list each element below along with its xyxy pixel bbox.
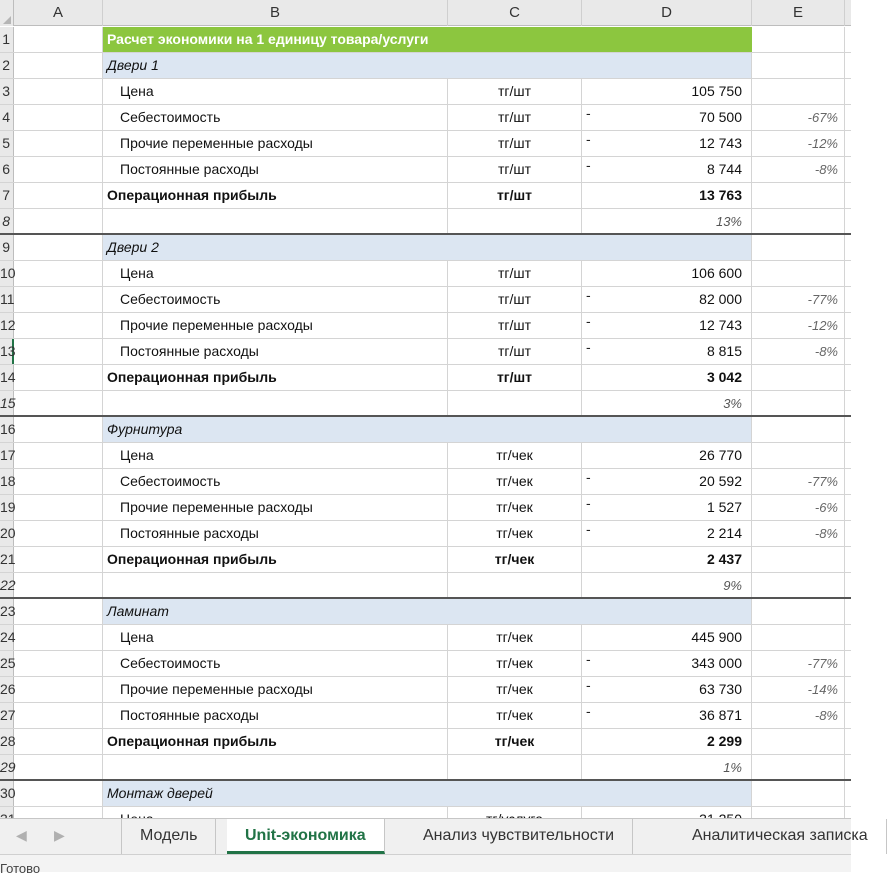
minus-sign: - <box>586 339 591 355</box>
cell-f[interactable] <box>845 729 851 754</box>
row-header[interactable]: 22 <box>0 573 14 597</box>
sheet-row <box>0 677 851 703</box>
cell-unit[interactable] <box>448 417 582 442</box>
cell-a[interactable] <box>14 521 103 546</box>
cell-value[interactable]: 3% <box>582 391 752 415</box>
sheet-row <box>0 209 851 235</box>
cell-f[interactable] <box>845 417 851 442</box>
cell-unit[interactable] <box>448 27 582 52</box>
cell-unit[interactable]: тг/шт <box>448 261 582 286</box>
cell-value[interactable]: 1% <box>582 755 752 779</box>
cell-label[interactable]: Себестоимость <box>103 287 448 312</box>
cell-f[interactable] <box>845 495 851 520</box>
cell-value[interactable]: 20 592 <box>582 469 752 494</box>
minus-sign: - <box>586 287 591 303</box>
status-text: Готово <box>0 861 41 876</box>
cell-f[interactable] <box>845 677 851 702</box>
cell-label[interactable]: Монтаж дверей <box>103 781 448 806</box>
cell-unit[interactable]: тг/чек <box>448 703 582 728</box>
cell-value[interactable] <box>582 235 752 260</box>
cell-share[interactable]: -8% <box>752 703 845 728</box>
cell-value[interactable]: 70 500 <box>582 105 752 130</box>
sheet-row <box>0 495 851 521</box>
cell-value[interactable]: 82 000 <box>582 287 752 312</box>
row-header[interactable]: 21 <box>0 547 14 572</box>
sheet-row <box>0 79 851 105</box>
column-header-c[interactable]: C <box>448 0 582 26</box>
cell-share[interactable]: -6% <box>752 495 845 520</box>
cell-label[interactable]: Операционная прибыль <box>103 365 448 390</box>
cell-share[interactable] <box>752 729 845 754</box>
cell-value[interactable]: 445 900 <box>582 625 752 650</box>
cell-share[interactable] <box>752 235 845 260</box>
row-header[interactable]: 15 <box>0 391 14 415</box>
sheet-row <box>0 729 851 755</box>
cell-f[interactable] <box>845 313 851 338</box>
cell-f[interactable] <box>845 625 851 650</box>
cell-unit[interactable]: тг/чек <box>448 495 582 520</box>
cell-f[interactable] <box>845 79 851 104</box>
cell-share[interactable] <box>752 755 845 779</box>
cell-share[interactable] <box>752 781 845 806</box>
cell-unit[interactable]: тг/шт <box>448 157 582 182</box>
cell-share[interactable]: -77% <box>752 287 845 312</box>
cell-a[interactable] <box>14 339 103 364</box>
cell-a[interactable] <box>14 27 103 52</box>
cell-share[interactable] <box>752 261 845 286</box>
cell-f[interactable] <box>845 391 851 415</box>
cell-a[interactable] <box>14 209 103 233</box>
sheet-tab-bar <box>0 818 868 854</box>
sheet-row <box>0 573 851 599</box>
cell-value[interactable]: 3 042 <box>582 365 752 390</box>
cell-f[interactable] <box>845 53 851 78</box>
sheet-row <box>0 391 851 417</box>
tab-scroll-right-icon[interactable]: ▶ <box>54 827 65 843</box>
row-header[interactable]: 18 <box>0 469 14 494</box>
cell-label[interactable]: Прочие переменные расходы <box>103 495 448 520</box>
cell-a[interactable] <box>14 625 103 650</box>
tab-model[interactable]: Модель <box>121 819 216 854</box>
cell-label[interactable]: Постоянные расходы <box>103 703 448 728</box>
cell-value[interactable]: 13% <box>582 209 752 233</box>
sheet-row <box>0 339 851 365</box>
cell-f[interactable] <box>845 443 851 468</box>
cell-unit[interactable]: тг/шт <box>448 183 582 208</box>
sheet-row <box>0 53 851 79</box>
cell-label[interactable]: Прочие переменные расходы <box>103 131 448 156</box>
cell-label[interactable] <box>103 391 448 415</box>
minus-sign: - <box>586 651 591 667</box>
cell-label[interactable] <box>103 573 448 597</box>
cell-label[interactable]: Операционная прибыль <box>103 547 448 572</box>
cell-label[interactable]: Операционная прибыль <box>103 729 448 754</box>
cell-a[interactable] <box>14 157 103 182</box>
cell-value[interactable]: 105 750 <box>582 79 752 104</box>
cell-label[interactable]: Себестоимость <box>103 651 448 676</box>
cell-label[interactable]: Двери 2 <box>103 235 448 260</box>
row-header[interactable]: 17 <box>0 443 14 468</box>
row-header[interactable]: 11 <box>0 287 14 312</box>
sheet-row <box>0 27 851 53</box>
cell-unit[interactable] <box>448 573 582 597</box>
cell-f[interactable] <box>845 365 851 390</box>
sheet-row <box>0 235 851 261</box>
tab-analytical-note[interactable]: Аналитическая записка <box>674 819 887 854</box>
cell-value[interactable]: 26 770 <box>582 443 752 468</box>
cell-unit[interactable]: тг/шт <box>448 131 582 156</box>
sheet-row <box>0 521 851 547</box>
cell-a[interactable] <box>14 547 103 572</box>
minus-sign: - <box>586 703 591 719</box>
cell-label[interactable]: Постоянные расходы <box>103 521 448 546</box>
cell-value[interactable] <box>582 417 752 442</box>
minus-sign: - <box>586 521 591 537</box>
sheet-row <box>0 781 851 807</box>
cell-f[interactable] <box>845 599 851 624</box>
cell-value[interactable]: 63 730 <box>582 677 752 702</box>
cell-a[interactable] <box>14 755 103 779</box>
cell-share[interactable]: -67% <box>752 105 845 130</box>
sheet-row <box>0 443 851 469</box>
cell-value[interactable] <box>582 53 752 78</box>
minus-sign: - <box>586 313 591 329</box>
cell-share[interactable] <box>752 79 845 104</box>
cell-share[interactable]: -12% <box>752 313 845 338</box>
sheet-row <box>0 157 851 183</box>
cell-a[interactable] <box>14 79 103 104</box>
cell-unit[interactable] <box>448 391 582 415</box>
minus-sign: - <box>586 157 591 173</box>
cell-share[interactable]: -8% <box>752 157 845 182</box>
cell-label[interactable]: Цена <box>103 261 448 286</box>
cell-share[interactable] <box>752 573 845 597</box>
cell-f[interactable] <box>845 157 851 182</box>
cell-unit[interactable] <box>448 599 582 624</box>
sheet-row <box>0 599 851 625</box>
column-header-a[interactable]: A <box>14 0 103 26</box>
cell-a[interactable] <box>14 287 103 312</box>
column-header-e[interactable]: E <box>752 0 845 26</box>
cell-f[interactable] <box>845 703 851 728</box>
cell-label[interactable]: Цена <box>103 625 448 650</box>
cell-share[interactable] <box>752 417 845 442</box>
cell-unit[interactable]: тг/шт <box>448 365 582 390</box>
cell-value[interactable]: 106 600 <box>582 261 752 286</box>
minus-sign: - <box>586 495 591 511</box>
row-header[interactable]: 13 <box>0 339 14 364</box>
select-all-corner[interactable] <box>0 0 14 26</box>
cell-value[interactable]: 2 299 <box>582 729 752 754</box>
sheet-row <box>0 287 851 313</box>
cell-value[interactable]: 1 527 <box>582 495 752 520</box>
cell-value[interactable] <box>582 599 752 624</box>
cell-a[interactable] <box>14 677 103 702</box>
row-header[interactable]: 14 <box>0 365 14 390</box>
column-header-b[interactable]: B <box>103 0 448 26</box>
status-bar <box>0 854 851 876</box>
cell-value[interactable]: 9% <box>582 573 752 597</box>
cell-unit[interactable]: тг/шт <box>448 105 582 130</box>
minus-sign: - <box>586 131 591 147</box>
row-header[interactable]: 2 <box>0 53 14 78</box>
cell-value[interactable] <box>582 27 752 52</box>
cell-unit[interactable]: тг/шт <box>448 287 582 312</box>
cell-unit[interactable]: тг/чек <box>448 651 582 676</box>
cell-a[interactable] <box>14 599 103 624</box>
cell-unit[interactable]: тг/чек <box>448 443 582 468</box>
cell-f[interactable] <box>845 755 851 779</box>
cell-label[interactable] <box>103 209 448 233</box>
row-header[interactable]: 3 <box>0 79 14 104</box>
row-header[interactable]: 23 <box>0 599 14 624</box>
sheet-row <box>0 261 851 287</box>
sheet-row <box>0 417 851 443</box>
row-header[interactable]: 7 <box>0 183 14 208</box>
sheet-row <box>0 183 851 209</box>
cell-a[interactable] <box>14 417 103 442</box>
cell-unit[interactable]: тг/чек <box>448 677 582 702</box>
cell-value[interactable]: 13 763 <box>582 183 752 208</box>
row-header[interactable]: 5 <box>0 131 14 156</box>
cell-label[interactable]: Фурнитура <box>103 417 448 442</box>
tab-scroll-left-icon[interactable]: ◀ <box>16 827 27 843</box>
minus-sign: - <box>586 105 591 121</box>
cell-value[interactable]: 36 871 <box>582 703 752 728</box>
cell-label[interactable]: Двери 1 <box>103 53 448 78</box>
cell-a[interactable] <box>14 183 103 208</box>
cell-f[interactable] <box>845 469 851 494</box>
cell-unit[interactable] <box>448 235 582 260</box>
cell-f[interactable] <box>845 521 851 546</box>
row-header[interactable]: 10 <box>0 261 14 286</box>
cell-a[interactable] <box>14 703 103 728</box>
cell-value[interactable]: 8 744 <box>582 157 752 182</box>
row-header[interactable]: 26 <box>0 677 14 702</box>
row-header[interactable]: 27 <box>0 703 14 728</box>
cell-unit[interactable]: тг/чек <box>448 469 582 494</box>
cell-a[interactable] <box>14 495 103 520</box>
cell-a[interactable] <box>14 443 103 468</box>
cell-unit[interactable]: тг/чек <box>448 729 582 754</box>
row-header[interactable]: 4 <box>0 105 14 130</box>
sheet-row <box>0 469 851 495</box>
cell-a[interactable] <box>14 729 103 754</box>
sheet-row <box>0 755 851 781</box>
cell-unit[interactable] <box>448 209 582 233</box>
minus-sign: - <box>586 469 591 485</box>
cell-value[interactable]: 343 000 <box>582 651 752 676</box>
cell-f[interactable] <box>845 651 851 676</box>
cell-f[interactable] <box>845 209 851 233</box>
cell-share[interactable]: -77% <box>752 469 845 494</box>
cell-a[interactable] <box>14 235 103 260</box>
cell-share[interactable] <box>752 209 845 233</box>
tab-sensitivity-analysis[interactable]: Анализ чувствительности <box>405 819 633 854</box>
row-header[interactable]: 16 <box>0 417 14 442</box>
cell-label[interactable] <box>103 755 448 779</box>
cell-unit[interactable]: тг/шт <box>448 79 582 104</box>
cell-label[interactable]: Постоянные расходы <box>103 339 448 364</box>
cell-a[interactable] <box>14 261 103 286</box>
cell-share[interactable]: -77% <box>752 651 845 676</box>
cell-unit[interactable]: тг/шт <box>448 339 582 364</box>
cell-f[interactable] <box>845 573 851 597</box>
sheet-row <box>0 547 851 573</box>
cell-share[interactable] <box>752 53 845 78</box>
row-header[interactable]: 6 <box>0 157 14 182</box>
row-header[interactable]: 12 <box>0 313 14 338</box>
cell-share[interactable]: -14% <box>752 677 845 702</box>
sheet-row <box>0 105 851 131</box>
cell-share[interactable] <box>752 443 845 468</box>
cell-label[interactable]: Ламинат <box>103 599 448 624</box>
cell-f[interactable] <box>845 131 851 156</box>
row-header[interactable]: 8 <box>0 209 14 233</box>
cell-share[interactable] <box>752 365 845 390</box>
cell-f[interactable] <box>845 781 851 806</box>
cell-unit[interactable] <box>448 755 582 779</box>
cell-share[interactable] <box>752 547 845 572</box>
cell-share[interactable] <box>752 391 845 415</box>
cell-a[interactable] <box>14 313 103 338</box>
cell-a[interactable] <box>14 105 103 130</box>
cell-f[interactable] <box>845 547 851 572</box>
cell-f[interactable] <box>845 287 851 312</box>
cell-label[interactable]: Прочие переменные расходы <box>103 677 448 702</box>
sheet-row <box>0 651 851 677</box>
cell-a[interactable] <box>14 53 103 78</box>
cell-a[interactable] <box>14 651 103 676</box>
sheet-row <box>0 625 851 651</box>
minus-sign: - <box>586 677 591 693</box>
cell-value[interactable]: 12 743 <box>582 313 752 338</box>
cell-share[interactable] <box>752 27 845 52</box>
column-header-d[interactable]: D <box>582 0 752 26</box>
cell-share[interactable] <box>752 183 845 208</box>
cell-a[interactable] <box>14 469 103 494</box>
cell-value[interactable]: 8 815 <box>582 339 752 364</box>
row-header[interactable]: 29 <box>0 755 14 779</box>
cell-a[interactable] <box>14 781 103 806</box>
row-header[interactable]: 20 <box>0 521 14 546</box>
tab-unit-economics[interactable]: Unit-экономика <box>227 819 385 854</box>
row-header[interactable]: 30 <box>0 781 14 806</box>
cell-a[interactable] <box>14 365 103 390</box>
cell-label[interactable]: Себестоимость <box>103 469 448 494</box>
row-header[interactable]: 9 <box>0 235 14 260</box>
cell-unit[interactable] <box>448 53 582 78</box>
cell-label[interactable]: Себестоимость <box>103 105 448 130</box>
row-header[interactable]: 1 <box>0 27 14 52</box>
row-header[interactable]: 19 <box>0 495 14 520</box>
cell-label[interactable]: Постоянные расходы <box>103 157 448 182</box>
cell-unit[interactable]: тг/шт <box>448 313 582 338</box>
cell-a[interactable] <box>14 131 103 156</box>
column-header-bar <box>0 0 851 26</box>
sheet-row <box>0 131 851 157</box>
cell-label[interactable]: Прочие переменные расходы <box>103 313 448 338</box>
sheet-row <box>0 703 851 729</box>
cell-unit[interactable] <box>448 781 582 806</box>
cell-share[interactable]: -12% <box>752 131 845 156</box>
row-header[interactable]: 25 <box>0 651 14 676</box>
sheet-row <box>0 313 851 339</box>
cell-a[interactable] <box>14 573 103 597</box>
cell-f[interactable] <box>845 27 851 52</box>
cell-value[interactable]: 12 743 <box>582 131 752 156</box>
cell-f[interactable] <box>845 339 851 364</box>
cell-value[interactable]: 2 437 <box>582 547 752 572</box>
cell-unit[interactable]: тг/чек <box>448 521 582 546</box>
cell-unit[interactable]: тг/чек <box>448 625 582 650</box>
cell-a[interactable] <box>14 391 103 415</box>
cell-label[interactable]: Цена <box>103 79 448 104</box>
cell-f[interactable] <box>845 105 851 130</box>
cell-value[interactable] <box>582 781 752 806</box>
cell-f[interactable] <box>845 235 851 260</box>
row-header[interactable]: 24 <box>0 625 14 650</box>
cell-label[interactable]: Цена <box>103 443 448 468</box>
cell-label[interactable]: Расчет экономики на 1 единицу товара/услуги <box>103 27 448 52</box>
cell-unit[interactable]: тг/чек <box>448 547 582 572</box>
cell-share[interactable] <box>752 599 845 624</box>
cell-f[interactable] <box>845 183 851 208</box>
cell-f[interactable] <box>845 261 851 286</box>
cell-label[interactable]: Операционная прибыль <box>103 183 448 208</box>
cell-share[interactable] <box>752 625 845 650</box>
cell-share[interactable]: -8% <box>752 339 845 364</box>
cell-share[interactable]: -8% <box>752 521 845 546</box>
sheet-row <box>0 365 851 391</box>
row-header[interactable]: 28 <box>0 729 14 754</box>
cell-value[interactable]: 2 214 <box>582 521 752 546</box>
